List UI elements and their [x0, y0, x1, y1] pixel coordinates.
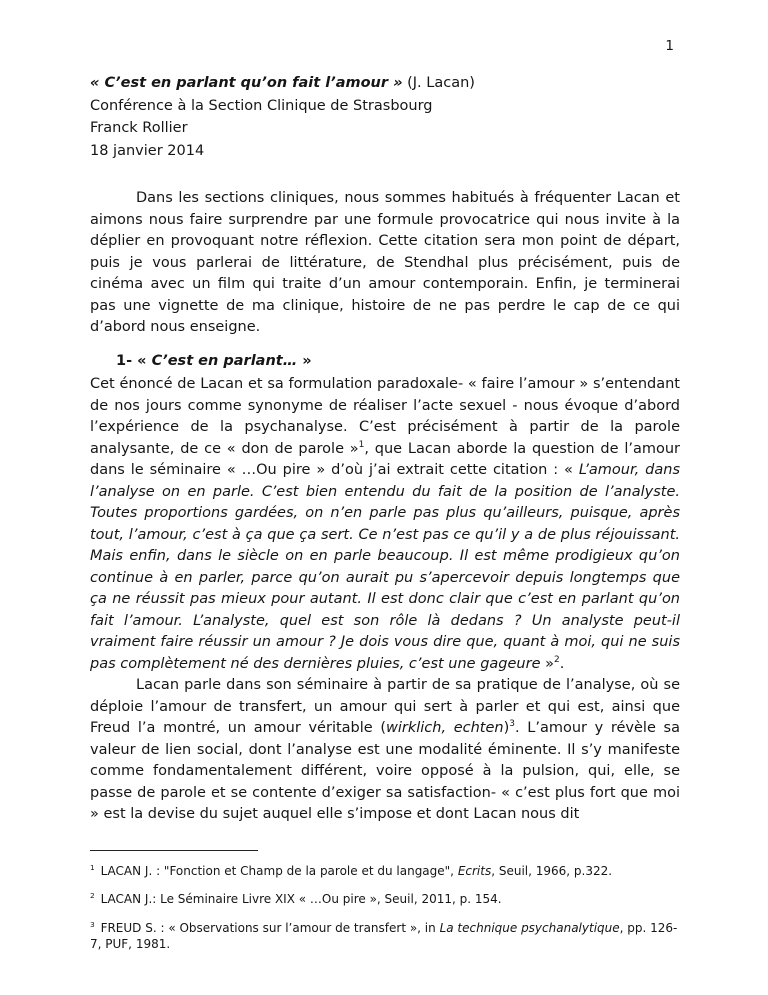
text-segment: »	[297, 352, 312, 369]
text-segment: , Seuil, 1966, p.322.	[491, 863, 613, 878]
paragraph	[90, 675, 680, 826]
footnotes-list	[90, 863, 680, 953]
footnote	[90, 891, 680, 908]
text-segment: Lacan parle dans son séminaire à partir de sa pratique de l’analyse, où se déploie l’amour de transfert, un amour qui sert à parler et qui est, ainsi que Freud l’a montré, un amour véritable (	[90, 677, 680, 736]
document-title	[90, 72, 680, 95]
text-segment: .	[559, 655, 565, 672]
document-author: Franck Rollier	[90, 120, 188, 136]
text-segment: 3	[509, 719, 515, 730]
text-segment: . L’amour y révèle sa valeur de lien social, dont l’analyse est une modalité éminente. Il s’y manifeste comme fondamentalement différent, voire opposé à la pulsion, qui, elle, se passe de parole et se contente d’exiger sa satisfaction- « c’est plus fort que moi » est la devise du sujet auquel elle s’impose et dont Lacan nous dit	[90, 720, 680, 822]
footnote-text	[90, 921, 677, 952]
page-number: 1	[665, 38, 674, 54]
text-segment: Ecrits	[457, 863, 492, 878]
text-segment: 1	[358, 439, 365, 450]
paragraph	[90, 374, 680, 675]
footnote-text	[97, 864, 612, 878]
document-subtitle: Conférence à la Section Clinique de Strasbourg	[90, 97, 433, 114]
text-segment: La technique psychanalytique	[439, 920, 620, 935]
footnote	[90, 863, 680, 880]
document-body	[90, 188, 680, 826]
text-segment: )	[503, 720, 510, 736]
text-segment: « C’est en parlant qu’on fait l’amour »	[90, 75, 403, 91]
text-segment: 1- «	[116, 352, 152, 369]
footnote	[90, 920, 680, 953]
text-segment: LACAN J.: Le Séminaire Livre XIX « …Ou pire », Seuil, 2011, p. 154.	[100, 892, 502, 906]
text-segment: C’est en parlant…	[151, 352, 298, 369]
text-segment: LACAN J. : "Fonction et Champ de la parole et du langage",	[100, 863, 458, 878]
text-segment: L’amour, dans l’analyse on en parle. C’est bien entendu du fait de la position de l’analyste. Toutes proportions gardées, on n’en parle pas plus qu’ailleurs, puisque, après tout, l’amour, c’est à ça que ça sert. Ce n’est pas ce qu’il y a de plus réjouissant. Mais enfin, dans le siècle on en parle beaucoup. Il est même prodigieux qu’on continue à en parler, parce qu’on aurait pu s’apercevoir depuis longtemps que ça ne réussit pas mieux pour autant. Il est donc clair que c’est en parlant qu’on fait l’amour. L’analyste, quel est son rôle là dedans ? Un analyste peut-il vraiment faire réussir un amour ? Je dois vous dire que, quant à moi, qui ne suis pas complètement né des dernières pluies, c’est une gageure	[90, 462, 680, 672]
text-segment: FREUD S. : « Observations sur l’amour de transfert », in	[100, 920, 440, 935]
text-segment: (J. Lacan)	[402, 75, 475, 91]
footnotes-section	[90, 850, 680, 953]
text-segment: wirklich, echten	[386, 720, 504, 736]
document-header	[90, 72, 680, 162]
text-segment: »	[540, 655, 554, 672]
footnote-separator	[90, 850, 258, 851]
text-segment: , que Lacan aborde la question de l’amour dans le séminaire « …Ou pire » d’où j’ai extrait cette citation : «	[90, 440, 680, 478]
paragraph	[90, 188, 680, 339]
document-date: 18 janvier 2014	[90, 142, 205, 159]
text-segment: 2	[553, 654, 560, 665]
footnote-marker: 1	[90, 862, 95, 872]
text-segment: Dans les sections cliniques, nous sommes habitués à fréquenter Lacan et aimons nous faire surprendre par une formule provocatrice qui nous invite à la déplier en provoquant notre réflexion. Cette citation sera mon point de départ, puis je vous parlerai de littérature, de Stendhal plus précisément, puis de cinéma avec un film qui traite d’un amour contemporain. Enfin, je terminerai pas une vignette de ma clinique, histoire de ne pas perdre le cap de ce qui d’abord nous enseigne.	[90, 190, 680, 335]
footnote-marker: 2	[90, 891, 95, 900]
footnote-text	[97, 892, 502, 906]
footnote-marker: 3	[90, 919, 95, 929]
text-segment: Cet énoncé de Lacan et sa formulation paradoxale- « faire l’amour » s’entendant de nos jours comme synonyme de réaliser l’acte sexuel - nous évoque d’abord l’expérience de la psychanalyse. C’est précisément à partir de la parole analysante, de ce « don de parole »	[90, 376, 680, 457]
text-segment: , pp. 126-7, PUF, 1981.	[90, 920, 678, 951]
section-heading	[90, 351, 680, 373]
